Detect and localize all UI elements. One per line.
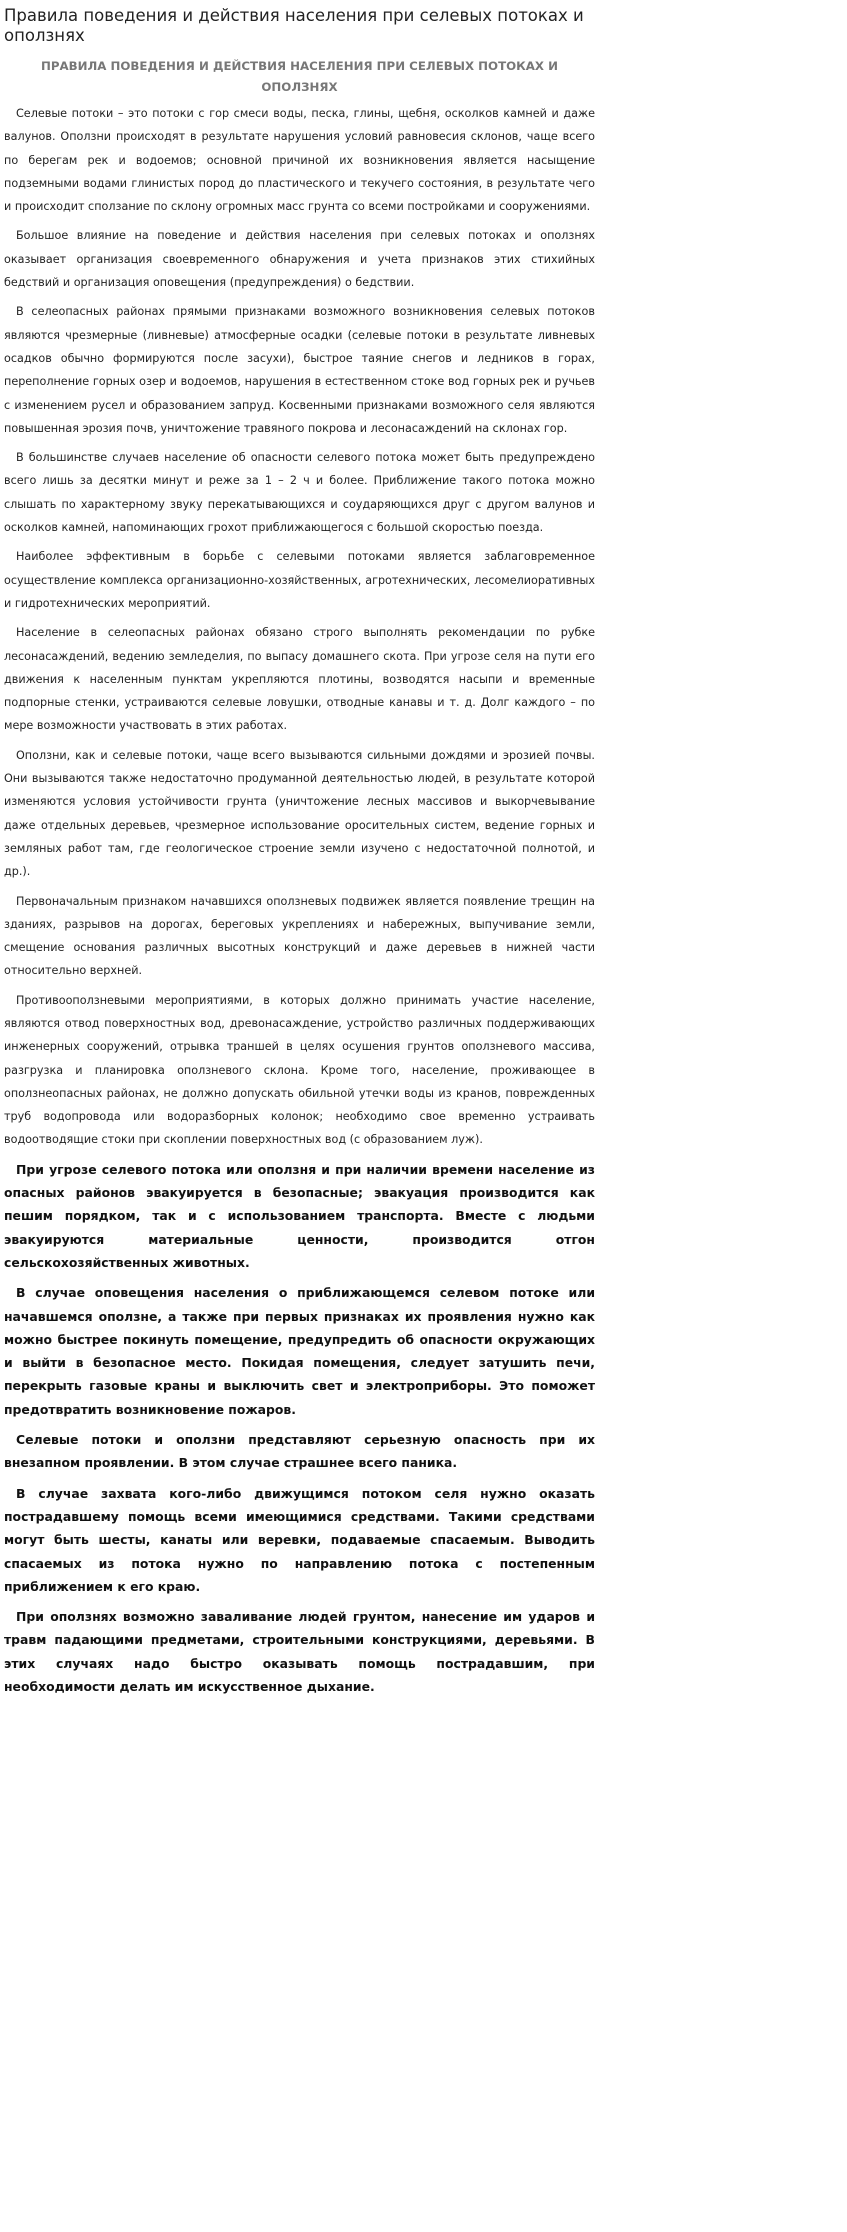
bold-paragraph: В случае оповещения населения о приближающемся селевом потоке или начавшемся оползне, а также при первых признаках их проявления нужно как можно быстрее покинуть помещение, предупредить об опасности окружающих и выйти в безопасное место. Покидая помещения, следует затушить печи, перекрыть газовые краны и выключить свет и электроприборы. Это поможет предотвратить возникновение пожаров. xyxy=(4,1285,595,1417)
bold-paragraph: При оползнях возможно заваливание людей грунтом, нанесение им ударов и травм падающими предметами, строительными конструкциями, деревьями. В этих случаях надо быстро оказывать помощь пострадавшим, при необходимости делать им искусственное дыхание. xyxy=(4,1609,595,1694)
paragraph: Большое влияние на поведение и действия населения при селевых потоках и оползнях оказывает организация своевременного обнаружения и учета признаков этих стихийных бедствий и организация оповещения (предупреждения) о бедствии. xyxy=(4,229,595,290)
bold-paragraph: При угрозе селевого потока или оползня и при наличии времени население из опасных районов эвакуируется в безопасные; эвакуация производится как пешим порядком, так и с использованием транспорта. Вместе с людьми эвакуируются материальные ценности, производится отгон сельскохозяйственных животных. xyxy=(4,1161,595,1270)
paragraph: В селеопасных районах прямыми признаками возможного возникновения селевых потоков являются чрезмерные (ливневые) атмосферные осадки (селевые потоки в результате ливневых осадков обычно формируются после засухи), быстрое таяние снегов и ледников в горах, переполнение горных озер и водоемов, нарушения в естественном стоке вод горных рек и ручьев с изменением русел и образованием запруд. Косвенными признаками возможного селя являются повышенная эрозия почв, уничтожение травяного покрова и лесонасаждений на склонах гор. xyxy=(4,305,595,435)
article-body xyxy=(4,102,595,1698)
paragraph: Селевые потоки – это потоки с гор смеси воды, песка, глины, щебня, осколков камней и даже валунов. Оползни происходят в результате нарушения условий равновесия склонов, чаще всего по берегам рек и водоемов; основной причиной их возникновения является насыщение подземными водами глинистых пород до пластического и текучего состояния, в результате чего и происходит сползание по склону огромных масс грунта со всеми постройками и сооружениями. xyxy=(4,107,595,214)
page-title: Правила поведения и действия населения при селевых потоках и оползнях xyxy=(4,6,584,45)
paragraph: Наиболее эффективным в борьбе с селевыми потоками является заблаговременное осуществление комплекса организационно-хозяйственных, агротехнических, лесомелиоративных и гидротехнических мероприятий. xyxy=(4,550,595,610)
bold-paragraph: В случае захвата кого-либо движущимся потоком селя нужно оказать пострадавшему помощь всеми имеющимися средствами. Такими средствами могут быть шесты, канаты или веревки, подаваемые спасаемым. Выводить спасаемых из потока нужно по направлению потока с постепенным приближением к его краю. xyxy=(4,1485,595,1594)
paragraph: Население в селеопасных районах обязано строго выполнять рекомендации по рубке лесонасаждений, ведению земледелия, по выпасу домашнего скота. При угрозе селя на пути его движения к населенным пунктам укрепляются плотины, возводятся насыпи и временные подпорные стенки, устраиваются селевые ловушки, отводные канавы и т. д. Долг каждого – по мере возможности участвовать в этих работах. xyxy=(4,626,595,733)
paragraph: Оползни, как и селевые потоки, чаще всего вызываются сильными дождями и эрозией почвы. Они вызываются также недостаточно продуманной деятельностью людей, в результате которой изменяются условия устойчивости грунта (уничтожение лесных массивов и выкорчевывание даже отдельных деревьев, чрезмерное использование оросительных систем, ведение горных и земляных работ там, где геологическое строение земли изучено с недостаточной полнотой, и др.). xyxy=(4,748,595,879)
paragraph: Противооползневыми мероприятиями, в которых должно принимать участие население, являются отвод поверхностных вод, древонасаждение, устройство различных поддерживающих инженерных сооружений, отрывка траншей в целях осушения грунтов оползневого массива, разгрузка и планировка оползневого склона. Кроме того, население, проживающее в оползнеопасных районах, не должно допускать обильной утечки воды из кранов, поврежденных труб водопровода или водоразборных колонок; необходимо свое временно устраивать водоотводящие стоки при скоплении поверхностных вод (с образованием луж). xyxy=(4,993,595,1147)
paragraph: В большинстве случаев население об опасности селевого потока может быть предупреждено всего лишь за десятки минут и реже за 1 – 2 ч и более. Приближение такого потока можно слышать по характерному звуку перекатывающихся и соударяющихся друг с другом валунов и осколков камней, напоминающих грохот приближающегося с большой скоростью поезда. xyxy=(4,451,595,535)
article-subtitle: ПРАВИЛА ПОВЕДЕНИЯ И ДЕЙСТВИЯ НАСЕЛЕНИЯ ПРИ СЕЛЕВЫХ ПОТОКАХ И ОПОЛЗНЯХ xyxy=(40,59,558,94)
bold-paragraph: Селевые потоки и оползни представляют серьезную опасность при их внезапном проявлении. В этом случае страшнее всего паника. xyxy=(4,1432,595,1471)
paragraph: Первоначальным признаком начавшихся оползневых подвижек является появление трещин на зданиях, разрывов на дорогах, береговых укреплениях и набережных, выпучивание земли, смещение основания различных высотных конструкций и даже деревьев в нижней части относительно верхней. xyxy=(4,894,595,978)
